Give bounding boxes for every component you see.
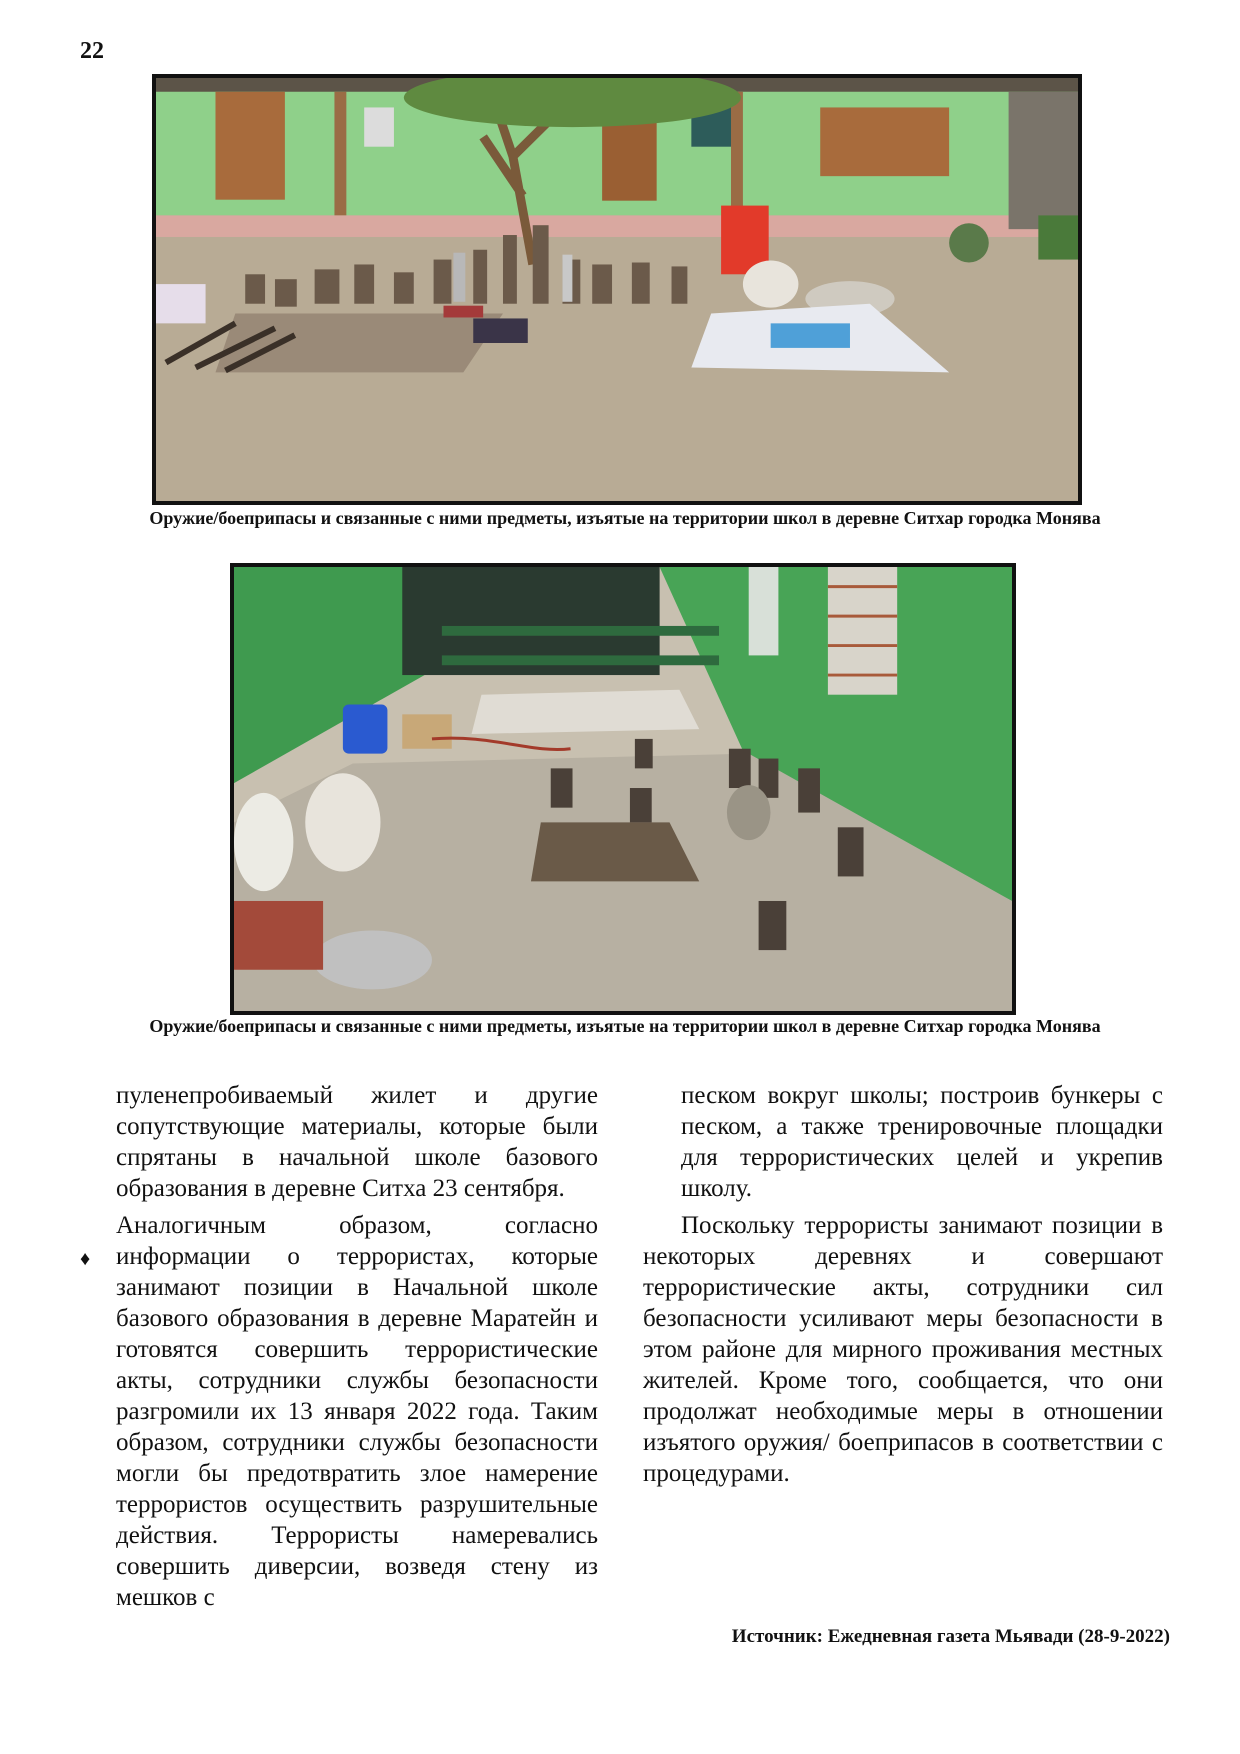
article-source: Источник: Ежедневная газета Мьявади (28-9-2022) (731, 1626, 1170, 1647)
article-paragraph: песком вокруг школы; построив бункеры с песком, а также тренировочные площадки для террористических целей и укрепив школу. (681, 1082, 1163, 1202)
diamond-bullet-icon: ♦ (80, 1248, 91, 1270)
article-right-column (643, 1080, 1163, 1495)
page-number: 22 (80, 38, 104, 64)
article-paragraph: Аналогичным образом, согласно информации о террористах, которые занимают позиции в Начальной школе базового образования в деревне Маратейн и готовятся совершить террористические акты, сотрудники службы безопасности разгромили их 13 января 2022 года. Таким образом, сотрудники службы безопасности могли бы предотвратить злое намерение террористов осуществить разрушительные действия. Террористы намеревались совершить диверсии, возведя стену из мешков с (116, 1212, 598, 1611)
outdoor-scene-image (156, 78, 1078, 501)
photo-caption-1: Оружие/боеприпасы и связанные с ними предметы, изъятые на территории школ в деревне Ситхар городка Монява (149, 508, 1101, 528)
article-left-column (116, 1080, 598, 1619)
seized-weapons-classroom-photo (230, 563, 1016, 1015)
photo-caption-2: Оружие/боеприпасы и связанные с ними предметы, изъятые на территории школ в деревне Ситхар городка Монява (149, 1016, 1101, 1036)
classroom-scene-image (234, 567, 1012, 1011)
seized-weapons-outdoor-photo (152, 74, 1082, 505)
article-paragraph: пуленепробиваемый жилет и другие сопутствующие материалы, которые были спрятаны в начальной школе базового образования в деревне Ситха 23 сентября. (116, 1082, 598, 1202)
article-paragraph: Поскольку террористы занимают позиции в некоторых деревнях и совершают террористические акты, сотрудники сил безопасности усиливают меры безопасности в этом районе для мирного проживания местных жителей. Кроме того, сообщается, что они продолжат необходимые меры в отношении изъятого оружия/ боеприпасов в соответствии с процедурами. (643, 1212, 1163, 1487)
